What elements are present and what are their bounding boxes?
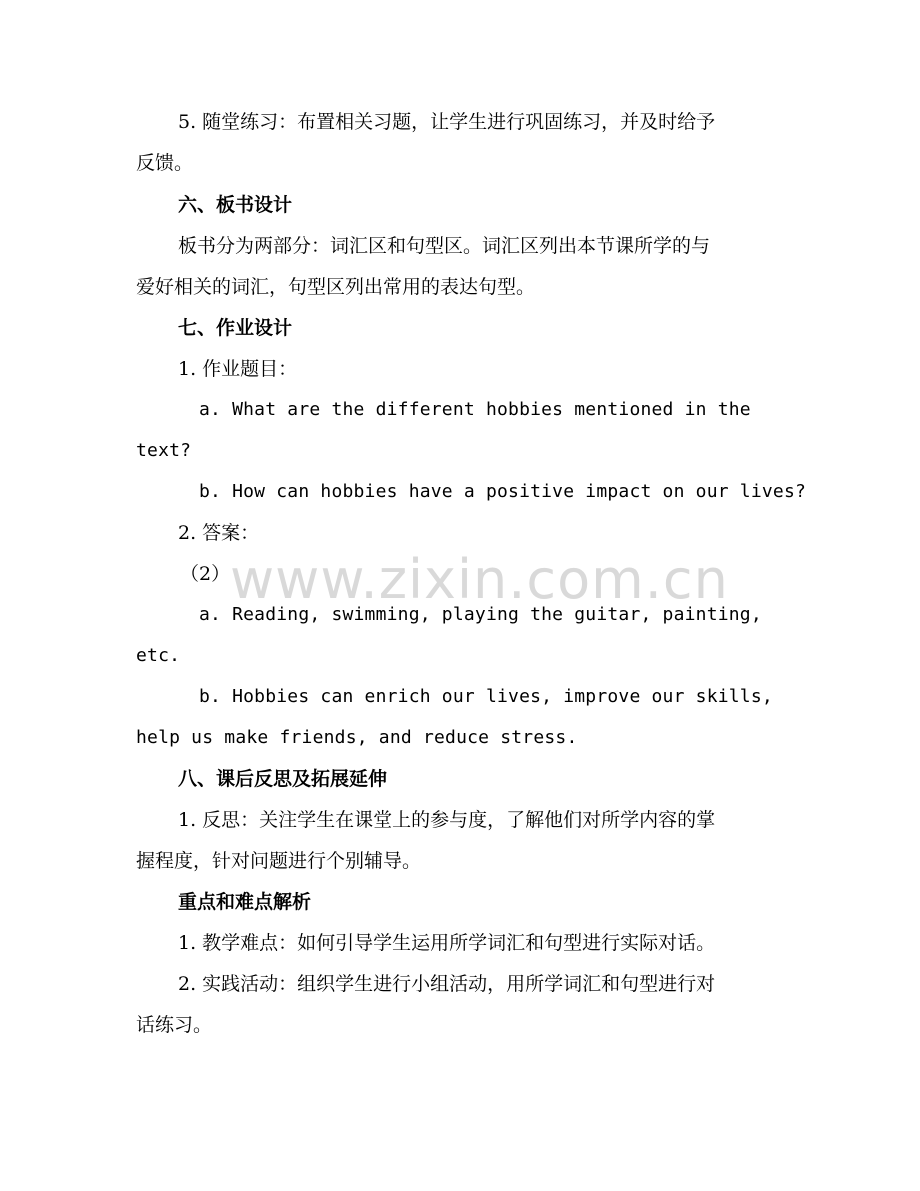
key-point-item-1: 1. 教学难点：如何引导学生运用所学词汇和句型进行实际对话。 (178, 932, 716, 954)
reflection-item-1-cont: 握程度，针对问题进行个别辅导。 (136, 850, 422, 872)
answer-b: b. Hobbies can enrich our lives, improve our skills, (199, 686, 773, 707)
section-heading-homework: 七、作业设计 (178, 317, 293, 339)
homework-questions-label: 1. 作业题目： (178, 358, 298, 380)
reflection-item-1: 1. 反思：关注学生在课堂上的参与度，了解他们对所学内容的掌 (178, 809, 716, 831)
section-heading-reflection: 八、课后反思及拓展延伸 (178, 768, 388, 790)
watermark: www.zixin.com.cn (230, 548, 729, 611)
key-point-item-2-cont: 话练习。 (136, 1014, 213, 1036)
answer-a-cont: etc. (136, 645, 181, 666)
homework-question-a: a. What are the different hobbies mentioned in the (199, 399, 751, 420)
section-heading-key-points: 重点和难点解析 (178, 891, 312, 913)
board-design-paragraph-cont: 爱好相关的词汇，句型区列出常用的表达句型。 (136, 276, 536, 298)
board-design-paragraph: 板书分为两部分：词汇区和句型区。词汇区列出本节课所学的与 (178, 235, 711, 257)
answers-subpart: （2） (180, 563, 231, 585)
practice-item-5: 5. 随堂练习：布置相关习题，让学生进行巩固练习，并及时给予 (178, 111, 716, 133)
homework-question-a-cont: text? (136, 440, 192, 461)
practice-item-5-cont: 反馈。 (136, 152, 194, 174)
section-heading-board-design: 六、板书设计 (178, 194, 293, 216)
answer-b-cont: help us make friends, and reduce stress. (136, 727, 578, 748)
homework-question-b: b. How can hobbies have a positive impact on our lives? (199, 481, 807, 502)
key-point-item-2: 2. 实践活动：组织学生进行小组活动，用所学词汇和句型进行对 (178, 973, 716, 995)
answer-a: a. Reading, swimming, playing the guitar, painting, (199, 604, 762, 625)
answers-label: 2. 答案： (178, 522, 260, 544)
